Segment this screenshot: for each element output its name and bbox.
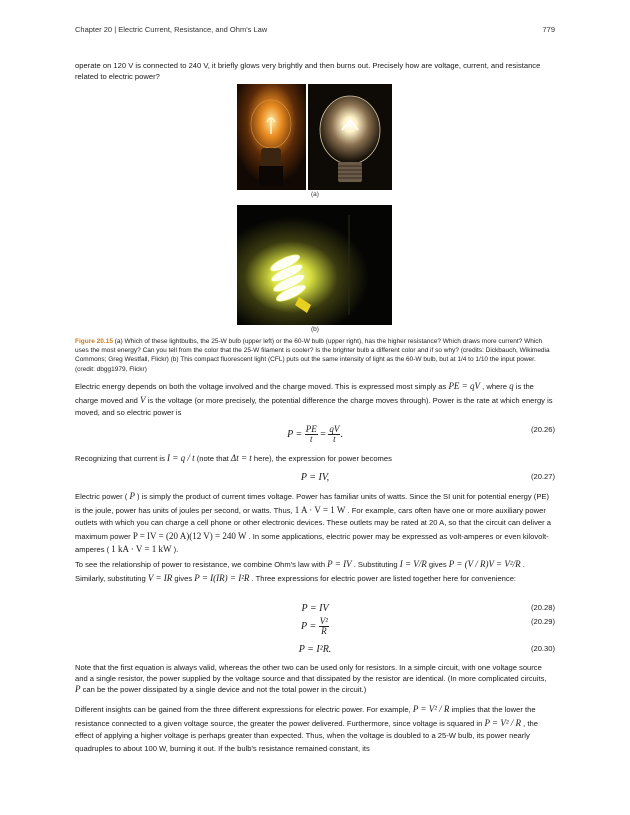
numerator: V²: [319, 616, 328, 626]
math-inline: PE = qV: [448, 381, 481, 391]
paragraph-validity: [75, 662, 553, 696]
eq-period: .: [340, 428, 343, 440]
text: . Three expressions for electric power are listed together here for convenience:: [249, 573, 517, 583]
eq-body: P = IV,: [300, 472, 330, 483]
denominator: t: [333, 434, 336, 444]
equation-20-27: [75, 472, 555, 492]
equation-number: (20.28): [530, 603, 555, 612]
figure-caption: [75, 337, 553, 374]
text: . For example, cars often have one or more auxiliary power outlets with which you can charge a cell phone or other electronic devices. These outlets may be rated at 20 A, so that the circuit can deliver a maximum power: [75, 505, 551, 541]
text: gives: [172, 573, 195, 583]
text: To see the relationship of power to resistance, we combine Ohm's law with: [75, 560, 328, 569]
math-inline: I = q / t: [167, 453, 195, 463]
math-inline: V = IR: [147, 572, 173, 583]
equation-number: (20.29): [530, 617, 555, 626]
text: gives: [426, 560, 449, 569]
text: (note that: [194, 454, 231, 463]
intro-paragraph: operate on 120 V is connected to 240 V, it briefly glows very brightly and then burns out. Precisely how are voltage, current, and resistance related to electric power?: [75, 61, 541, 82]
chapter-title: Chapter 20 | Electric Current, Resistance, and Ohm's Law: [75, 25, 268, 34]
paragraph-current: [75, 453, 553, 464]
paragraph-insights: [75, 703, 553, 755]
eq-body: P = IV: [301, 603, 329, 614]
text: Different insights can be gained from the three different expressions for electric power. For example,: [75, 705, 413, 714]
paragraph-power-units: [75, 490, 553, 557]
math-inline: Δt = t: [230, 453, 252, 463]
figure-label-b: (b): [311, 326, 319, 333]
math-inline: P = I(IR) = I²R: [194, 572, 250, 583]
text: is the voltage (or more precisely, the potential difference the charge moves through). Power is the rate at which energy is moved, and so electric power is: [75, 395, 553, 418]
math-inline: P = V² / R: [484, 717, 522, 728]
math-inline: 1 kA · V = 1 kW: [111, 544, 172, 555]
denominator: R: [321, 626, 327, 636]
text: here), the expression for power becomes: [251, 454, 392, 463]
math-inline: P = (V / R)V = V²/R: [448, 559, 521, 569]
eq-operator: =: [317, 428, 329, 440]
math-inline: q: [509, 381, 514, 391]
text: . Substituting: [351, 560, 400, 569]
text: , the effect of applying a higher voltage is perhaps greater than expected. Thus, when the voltage is doubled to a 25-W bulb, its power nearly quadruples to about 100 W, burning it out. If the bulb's resistance remained constant, its: [75, 718, 538, 753]
fraction: [305, 425, 318, 444]
math-inline: I = V/R: [399, 559, 427, 569]
math-inline: P: [75, 684, 81, 695]
eq-body: P = I²R.: [298, 644, 332, 655]
bulb-25w-photo: [237, 84, 306, 190]
text: Note that the first equation is always valid, whereas the other two can be used only for resistors. In a simple circuit, with one voltage source and a single resistor, the power supplied by the voltage source and that dissipated by the resistor are identical. (In more complicated circuits,: [75, 663, 547, 684]
cfl-bulb-photo: [237, 205, 392, 325]
denominator: t: [310, 434, 313, 444]
page-number: 779: [542, 25, 555, 34]
caption-text: (a) Which of these lightbulbs, the 25-W bulb (upper left) or the 60-W bulb (upper right), has the higher resistance? Which draws more current? Which uses the most energy? Can you tell from the color that the 25-W filament is cooler? Is the brighter bulb a different color and if so why? (credits: Dickbauch, Wikimedia Commons; Greg Westfall, Flickr) (b) This compact fluorescent light (CFL) puts out the same intensity of light as the 60-W bulb, but at 1/4 to 1/10 the input power. (credit: dbgg1979, Flickr): [75, 338, 550, 373]
text: Electric energy depends on both the voltage involved and the charge moved. This is expressed most simply as: [75, 382, 449, 391]
text: , where: [480, 382, 510, 391]
text: implies that the lower the resistance connected to a given voltage source, the greater the power delivered. Furthermore, since voltage is squared in: [75, 705, 536, 728]
figure-number: Figure 20.15: [75, 338, 113, 345]
equation-number: (20.27): [530, 472, 555, 481]
math-inline: P = IV = (20 A)(12 V) = 240 W: [132, 530, 247, 541]
math-inline: P = V² / R: [412, 704, 450, 714]
equation-number: (20.26): [530, 425, 555, 434]
paragraph-electric-energy: [75, 380, 553, 420]
math-inline: P = IV: [327, 559, 352, 569]
eq-lhs: P =: [287, 428, 305, 440]
text: Electric power (: [75, 492, 130, 501]
text: . Similarly, substituting: [75, 560, 525, 583]
math-inline: P: [129, 491, 135, 501]
fraction: [328, 425, 340, 444]
page-header: [75, 25, 555, 34]
equation-number: (20.30): [530, 644, 555, 653]
eq-lhs: P =: [301, 620, 319, 632]
paragraph-resistance: [75, 558, 553, 585]
figure-label-a: (a): [311, 191, 319, 198]
bulb-60w-photo: [308, 84, 392, 190]
text: ) is simply the product of current times voltage. Power has familiar units of watts. Since the SI unit for potential energy (PE) is the joule, power has units of joules per second, or watts. Thus,: [75, 492, 549, 515]
equation-20-26: [75, 425, 555, 445]
fraction: [319, 617, 329, 636]
math-inline: V: [140, 394, 146, 405]
equation-20-30: [75, 644, 555, 664]
text: can be the power dissipated by a single device and not the total power in the circuit.): [80, 685, 367, 695]
text: ).: [171, 545, 179, 555]
equation-20-29: [75, 617, 555, 643]
text: Recognizing that current is: [75, 454, 168, 463]
text: . In some applications, electric power may be expressed as volt-amperes or even kilovolt-amperes (: [75, 531, 549, 555]
text: is the charge moved and: [75, 382, 534, 405]
numerator: qV: [329, 424, 340, 434]
numerator: PE: [305, 424, 317, 434]
math-inline: 1 A · V = 1 W: [294, 504, 346, 515]
